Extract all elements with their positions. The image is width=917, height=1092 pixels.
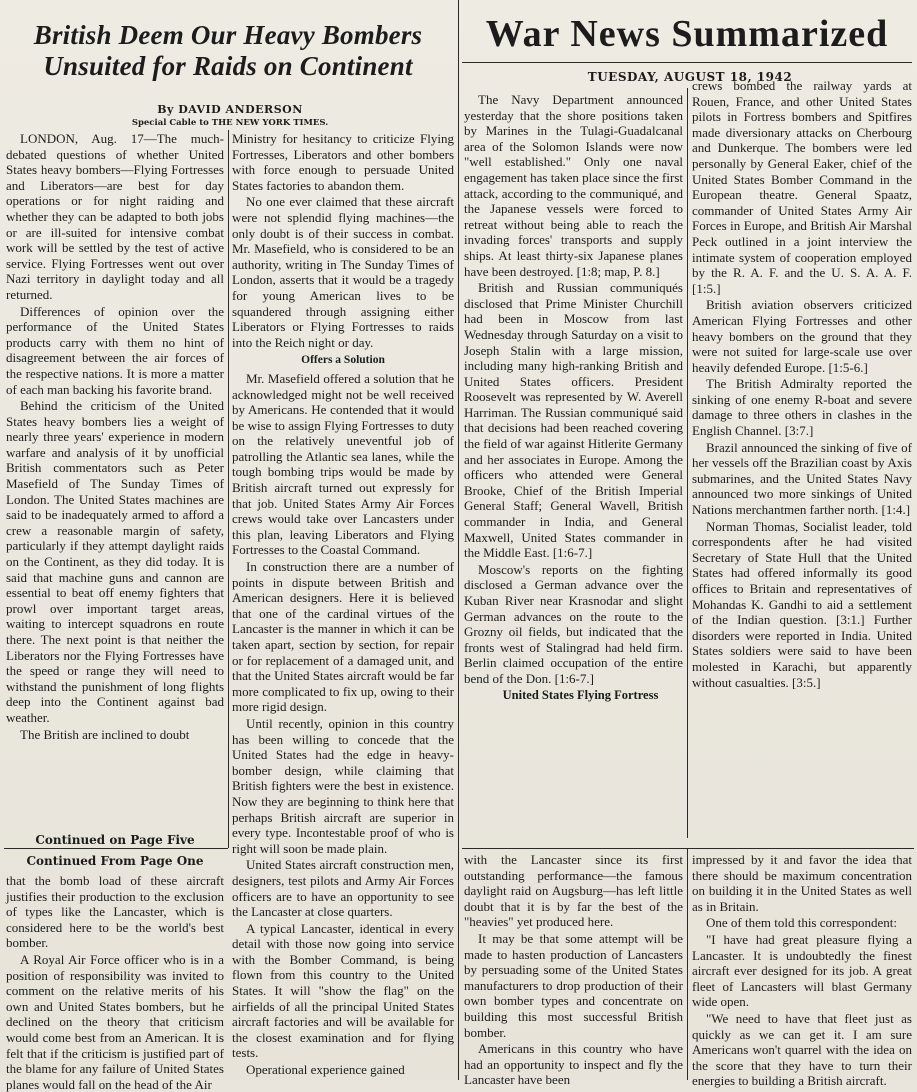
left-headline-line2: Unsuited for Raids on Continent <box>43 51 413 81</box>
paragraph: One of them told this correspondent: <box>706 915 897 931</box>
paragraph: crews bombed the railway yards at Rouen, France, and other United States pilots in Fortress bombers and Spitfires made diversionary attacks on Cherbourg and Dunkerque. The bombers were led personally by General Eaker, chief of the United States Bomber Command in the European theatre. General Spaatz, commander of United States Army Air Forces in Europe, and British Air Marshal Peck outlined in a joint interview the intimate system of cooperation employed by the R. A. F. and the U. S. A. A. F. [1:5.] <box>692 78 912 296</box>
subhead-offers-solution: Offers a Solution <box>301 354 385 367</box>
left-column-2 <box>232 131 454 1080</box>
paragraph: A typical Lancaster, identical in every detail with those now going into service with the Bomber Command, is being flown from this country to the United States. It will "show the flag" on the airfields of all the principal United States aircraft factories and will be available for the closest examination and for flying tests. <box>232 920 454 1061</box>
paragraph: Moscow's reports on the fighting disclosed a German advance over the Kuban River near Krasnodar and slight German advances on the route to the Grozny oil fields, but indicated that the fronts west of Stalingrad had held firm. Berlin claimed occupation of the entire bend of the Don. [1:6-7.] <box>464 561 683 686</box>
paragraph: "I have had great pleasure flying a Lancaster. It is undoubtedly the finest aircraft ever designed for its job. A great fleet of Lancasters will blast Germany wide open. <box>692 931 912 1010</box>
left-column-1 <box>6 131 224 823</box>
right-headline: War News Summarized <box>485 13 889 55</box>
paragraph: The Navy Department announced yesterday that the shore positions taken by Marines in the Tulagi-Guadalcanal area of the Solomon Islands were now "well established." Only one naval engagement has taken place since the first attack, according to the communiqué, and the Japanese vessels were forced to retreat without being able to reach the invading forces' transports and supply ships. At least thirty-six Japanese planes have been destroyed. [1:8; map, P. 8.] <box>464 92 683 279</box>
paragraph: Behind the criticism of the United States heavy bombers lies a weight of nearly three years' experience in modern warfare and analysis of it by unofficial British commentators such as Peter Masefield of The Sunday Times of London. The United States machines are said to be inadequately armed to afford a crew a reasonable margin of safety, particularly if they attempt daylight raids on the Continent, as they did today. It is said that machine guns and cannon are essential to beat off enemy fighters that prowl over important target areas, waiting to intercept squadrons en route there. The next point is that neither the Liberators nor the Flying Fortresses have the speed or range they will need to withstand the punishment of long flights deep into the Continent against bad weather. <box>6 398 224 725</box>
paragraph: United States Flying Fortress <box>502 687 659 702</box>
right-column-2 <box>692 78 912 840</box>
paragraph: Ministry for hesitancy to criticize Flying Fortresses, Liberators and other bombers with force enough to persuade United States factories to abandon them. <box>232 131 454 193</box>
byline: By DAVID ANDERSON <box>157 103 303 116</box>
paragraph: United States aircraft construction men, designers, test pilots and Army Air Forces officers are to have an opportunity to see the Lancaster at close quarters. <box>232 857 454 920</box>
paragraph: Brazil announced the sinking of five of her vessels off the Brazilian coast by Axis submarines, and the United States Navy announced two more sinkings of United Nations merchantmen farther north. [1:4.] <box>692 439 912 518</box>
left-headline-line1: British Deem Our Heavy Bombers <box>33 20 423 50</box>
column-rule <box>458 0 459 1080</box>
paragraph: Operational experience gained <box>246 1062 405 1078</box>
paragraph: British and Russian communiqués disclosed that Prime Minister Churchill had been in Moscow from last Wednesday through Saturday on a visit to Joseph Stalin with a large mission, including many high-ranking British and United States officers. President Roosevelt was represented by W. Averell Harriman. The Russian communiqué said that decisions had been reached covering the field of war against Hitlerite Germany and her associates in Europe. Among the officers who attended were General Brooke, Chief of the British Imperial General Staff; General Wavell, British commander in India, and General Maxwell, United States commander in the Middle East. [1:6-7.] <box>464 280 683 561</box>
paragraph: that the bomb load of these aircraft justifies their production to the exclusion of types like the Lancaster, which is considered here to be the world's best bomber. <box>6 873 224 951</box>
column-rule <box>687 848 688 1080</box>
paragraph: Until recently, opinion in this country has been willing to concede that the United States had the edge in heavy-bomber design, while claiming that British fighters were the best in existence. Now they are beginning to think here that perhaps British aircraft are superior in every type. Incontestable proof of who is right will soon be made plain. <box>232 715 454 856</box>
paragraph: British aviation observers criticized American Flying Fortresses and other heavy bombers on the ground that they were not suited for large-scale use over heavily defended Europe. [1:5-6.] <box>692 297 912 375</box>
column-rule <box>228 130 229 848</box>
continuation-column-1 <box>464 852 683 1088</box>
section-rule <box>4 848 228 849</box>
paragraph: Differences of opinion over the performance of the United States products carry with them no hint of disagreement between the air forces of the respective nations. It is more a matter of each man backing his favorite brand. <box>6 303 224 397</box>
paragraph: In construction there are a number of points in dispute between British and American designers. Here it is believed that one of the cardinal virtues of the Lancaster is the manner in which it can be taken apart, section by section, for repair or for replacement of a damaged unit, and that the United States aircraft would be far more complicated to fix up, owing to their more rigid design. <box>232 559 454 715</box>
paragraph: impressed by it and favor the idea that there should be maximum concentration on building it in the United States as well as in Britain. <box>692 852 912 914</box>
dateline: TUESDAY, AUGUST 18, 1942 <box>587 70 793 84</box>
continued-from-label: Continued From Page One <box>26 854 204 868</box>
paragraph: A Royal Air Force officer who is in a position of responsibility was invited to comment on the relative merits of his own and United States bombers, but he declined on the theory that criticism would come best from an American. It is felt that if the criticism is justified part of the blame for any failure of United States planes would fall on the head of the Air <box>6 951 224 1092</box>
continuation-column-2 <box>692 852 912 1089</box>
continued-on-label: Continued on Page Five <box>35 833 195 847</box>
left-column-1-bottom <box>6 873 224 1092</box>
column-rule <box>687 88 688 838</box>
paragraph: The British Admiralty reported the sinking of one enemy R-boat and severe damage to three others in clashes in the English Channel. [3:7.] <box>692 376 912 439</box>
section-rule <box>462 848 914 849</box>
paragraph: The British are inclined to doubt <box>20 726 190 742</box>
paragraph: "We need to have that fleet just as quickly as we can get it. I am sure Americans won't quarrel with the idea on the score that they have to turn their energies to building a British aircraft. <box>692 1010 912 1089</box>
paragraph: Norman Thomas, Socialist leader, told correspondents after he had visited Secretary of State Hull that the United States had offered informally its good offices to Britain and representatives of Mohandas K. Gandhi to aid a settlement of the Indian question. [3:1.] Further disorders were reported in India. United States soldiers were said to have been molested in Karachi, but apparently without casualties. [3:5.] <box>692 518 912 690</box>
right-column-1 <box>464 92 683 832</box>
paragraph: Americans in this country who have had an opportunity to inspect and fly the Lancaster have been <box>464 1041 683 1088</box>
paragraph: No one ever claimed that these aircraft were not splendid flying machines—the only doubt is of their success in combat. Mr. Masefield, who is considered to be an authority, writing in The Sunday Times of London, asserts that it would be a tragedy for young American lives to be squandered through assigning either Liberators or Flying Fortresses to raids into the Reich night or day. <box>232 194 454 350</box>
paragraph: with the Lancaster since its first outstanding performance—the famous daylight raid on Augsburg—has left little doubt that it is by far the best of the "heavies" yet produced here. <box>464 852 683 930</box>
paragraph: LONDON, Aug. 17—The much-debated questions of whether United States heavy bombers—Flying Fortresses and Liberators—are best for day operations or for night raiding and whether they can be adapted to both jobs or are ill-suited for intensive combat work will be settled by the test of active service. Flying Fortresses went out over Nazi territory in daylight today and all returned. <box>6 131 224 302</box>
paragraph: Mr. Masefield offered a solution that he acknowledged might not be well received by Americans. He contended that it would be wise to assign Flying Fortresses to duty on the relatively uneventful job of patrolling the Atlantic sea lanes, while the tough bombing trips would be made by British aircraft turned out expressly for that job. United States Army Air Forces crews would take over Lancasters under this plan, leaving Liberators and Flying Fortresses to the Coastal Command. <box>232 370 454 558</box>
paragraph: It may be that some attempt will be made to hasten production of Lancasters by persuading some of the United States manufacturers to drop production of their own bomber types and concentrate on building this most successful British bomber. <box>464 930 683 1040</box>
cable-credit: Special Cable to THE NEW YORK TIMES. <box>131 118 329 128</box>
headline-rule <box>462 62 912 63</box>
left-headline <box>2 20 454 82</box>
